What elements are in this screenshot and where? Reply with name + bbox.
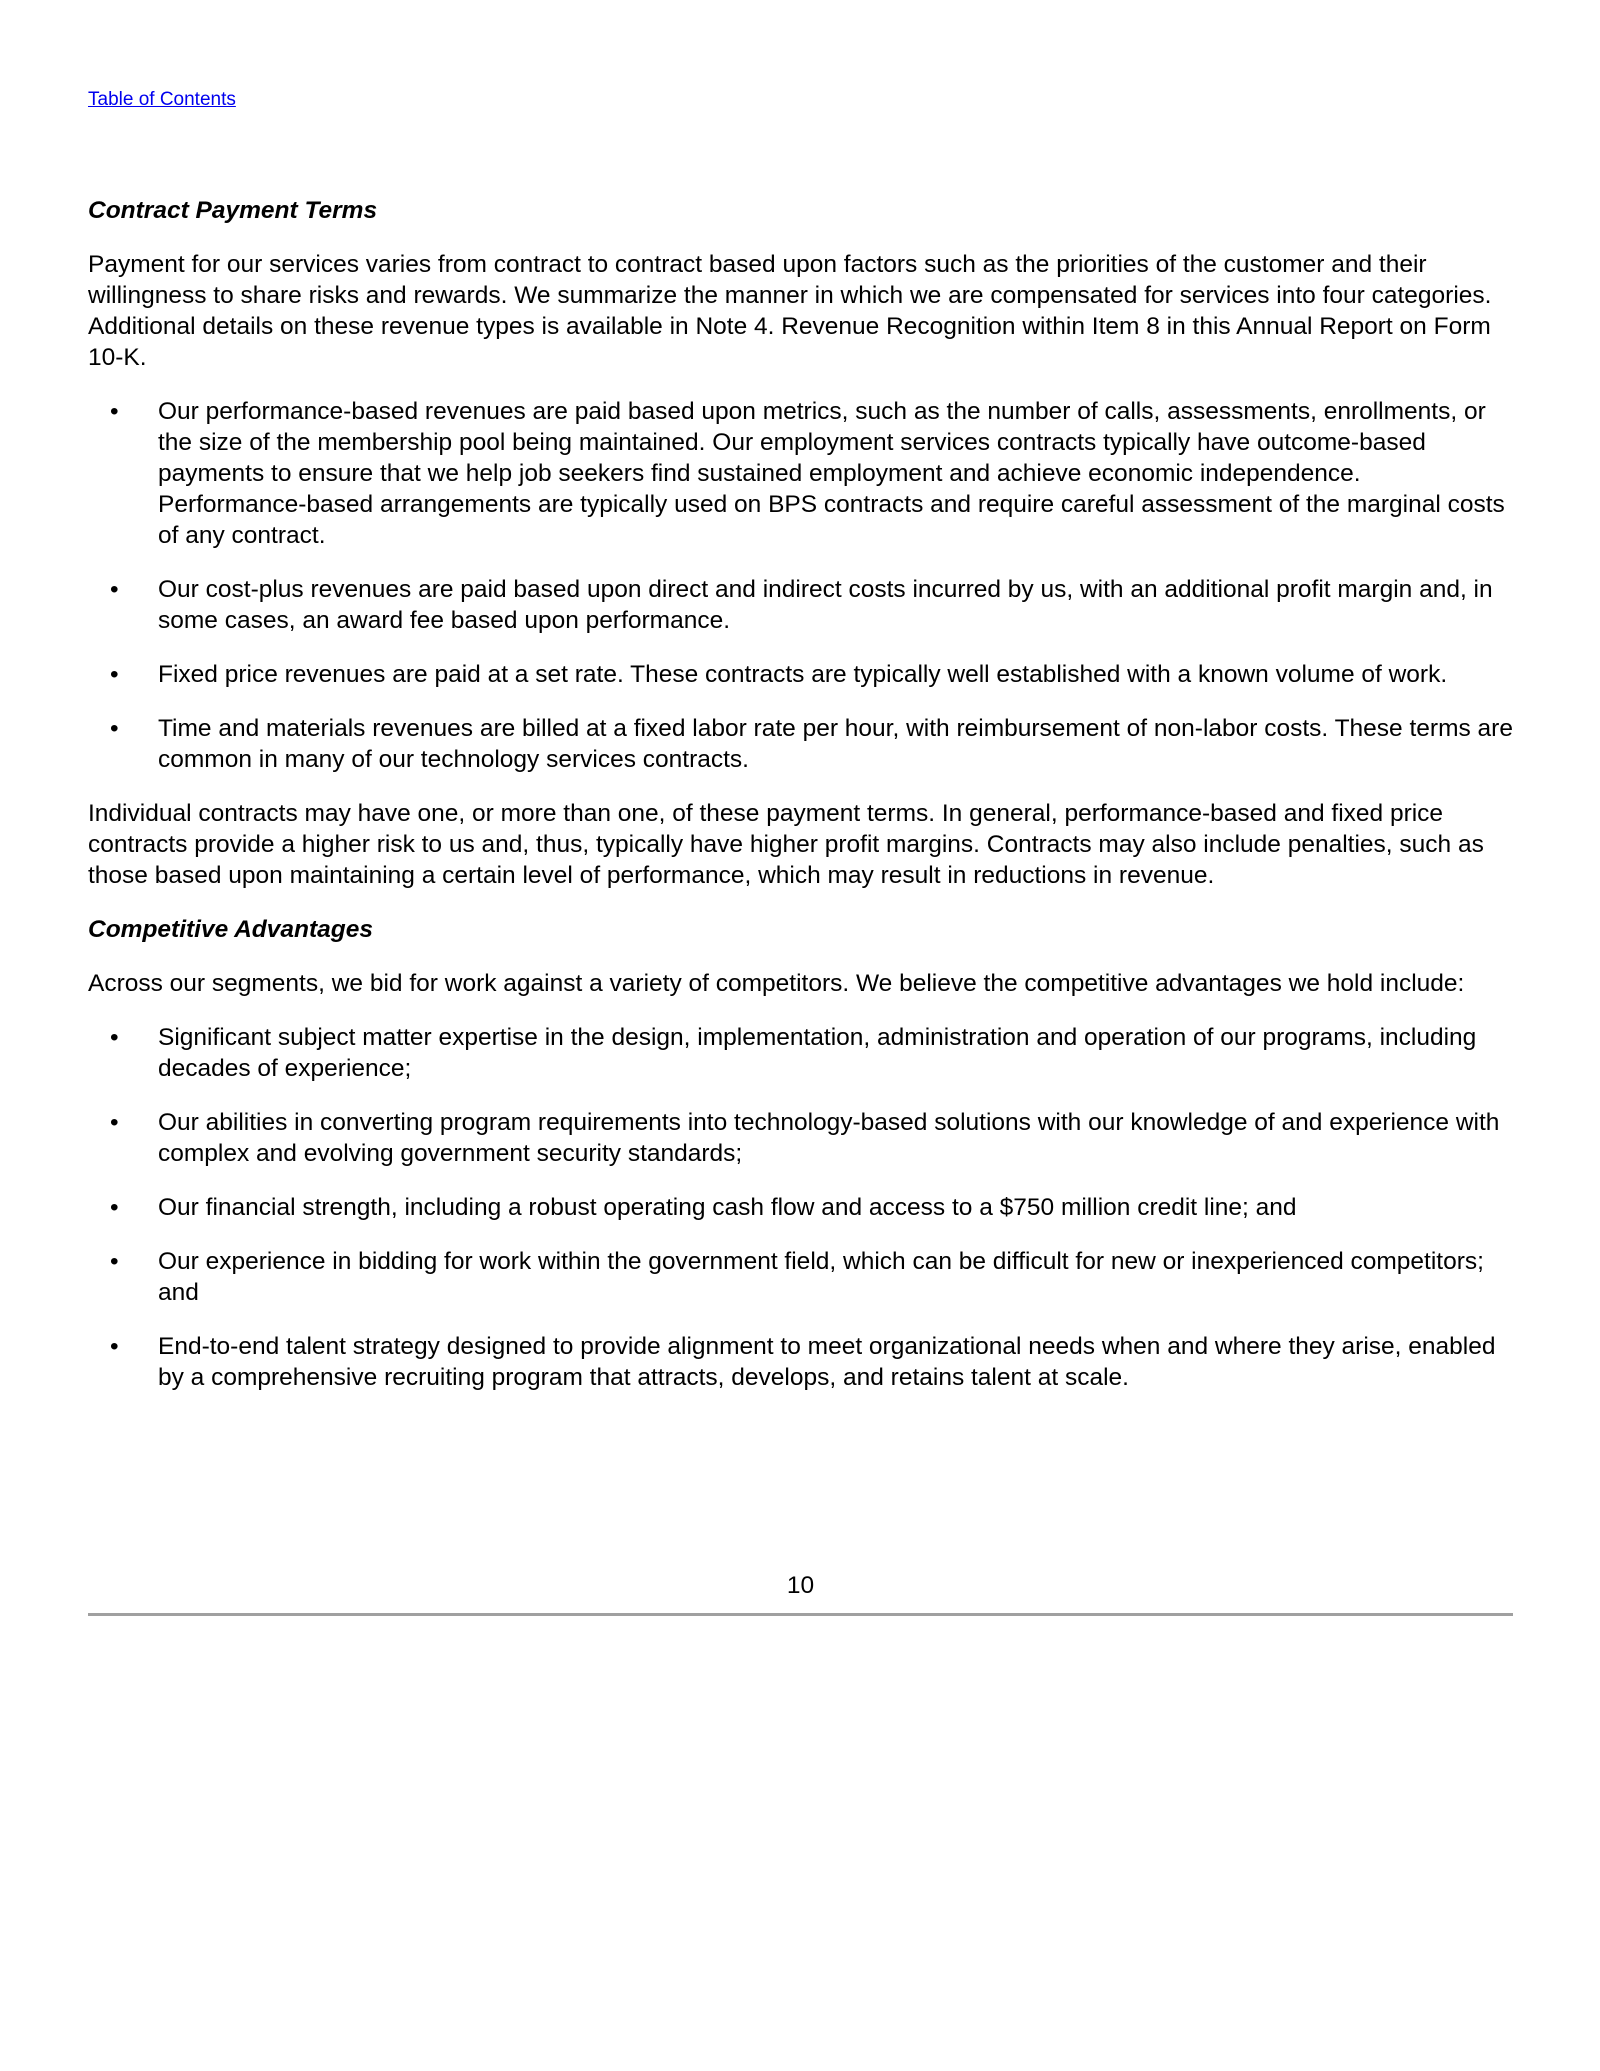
list-item-text: Our cost-plus revenues are paid based upon direct and indirect costs incurred by us, with an additional profit margin and, in some cases, an award fee based upon performance. xyxy=(158,576,1493,634)
table-of-contents-link[interactable]: Table of Contents xyxy=(88,89,236,110)
list-item xyxy=(88,1192,1513,1223)
list-item-text: Fixed price revenues are paid at a set rate. These contracts are typically well established with a known volume of work. xyxy=(158,661,1448,688)
bullet-icon: • xyxy=(110,1194,119,1221)
bullet-icon: • xyxy=(110,576,119,603)
page-number: 10 xyxy=(786,1572,815,1599)
competitive-advantages-list xyxy=(88,1022,1513,1393)
list-item-text: Our financial strength, including a robust operating cash flow and access to a $750 million credit line; and xyxy=(158,1194,1297,1221)
contract-payment-intro: Payment for our services varies from contract to contract based upon factors such as the priorities of the customer and their willingness to share risks and rewards. We summarize the manner in which we are compensated for services into four categories. Additional details on these revenue types is available in Note 4. Revenue Recognition within Item 8 in this Annual Report on Form 10-K. xyxy=(88,251,1492,371)
list-item xyxy=(88,713,1513,775)
bullet-icon: • xyxy=(110,1109,119,1136)
section-heading-contract-payment-terms: Contract Payment Terms xyxy=(88,197,378,224)
bullet-icon: • xyxy=(110,1248,119,1275)
bullet-icon: • xyxy=(110,1333,119,1360)
page-content xyxy=(88,195,1513,1416)
payment-terms-list xyxy=(88,396,1513,775)
footer-divider xyxy=(88,1613,1513,1616)
list-item xyxy=(88,574,1513,636)
list-item-text: End-to-end talent strategy designed to provide alignment to meet organizational needs when and where they arise, enabled by a comprehensive recruiting program that attracts, develops, and retains talent at scale. xyxy=(158,1333,1496,1391)
list-item-text: Our abilities in converting program requirements into technology-based solutions with our knowledge of and experience with complex and evolving government security standards; xyxy=(158,1109,1500,1167)
bullet-icon: • xyxy=(110,661,119,688)
bullet-icon: • xyxy=(110,398,119,425)
list-item xyxy=(88,1331,1513,1393)
list-item xyxy=(88,1022,1513,1084)
competitive-advantages-intro: Across our segments, we bid for work against a variety of competitors. We believe the competitive advantages we hold include: xyxy=(88,970,1465,997)
bullet-icon: • xyxy=(110,715,119,742)
list-item-text: Our performance-based revenues are paid based upon metrics, such as the number of calls, assessments, enrollments, or the size of the membership pool being maintained. Our employment services contracts typically have outcome-based payments to ensure that we help job seekers find sustained employment and achieve economic independence. Performance-based arrangements are typically used on BPS contracts and require careful assessment of the marginal costs of any contract. xyxy=(158,398,1505,549)
list-item-text: Our experience in bidding for work within the government field, which can be difficult for new or inexperienced competitors; and xyxy=(158,1248,1484,1306)
list-item xyxy=(88,1246,1513,1308)
list-item-text: Significant subject matter expertise in the design, implementation, administration and operation of our programs, including decades of experience; xyxy=(158,1024,1477,1082)
list-item-text: Time and materials revenues are billed at a fixed labor rate per hour, with reimbursement of non-labor costs. These terms are common in many of our technology services contracts. xyxy=(158,715,1513,773)
list-item xyxy=(88,1107,1513,1169)
list-item xyxy=(88,659,1513,690)
bullet-icon: • xyxy=(110,1024,119,1051)
section-heading-competitive-advantages: Competitive Advantages xyxy=(88,916,373,943)
list-item xyxy=(88,396,1513,551)
contract-payment-closing: Individual contracts may have one, or more than one, of these payment terms. In general, performance-based and fixed price contracts provide a higher risk to us and, thus, typically have higher profit margins. Contracts may also include penalties, such as those based upon maintaining a certain level of performance, which may result in reductions in revenue. xyxy=(88,800,1484,889)
